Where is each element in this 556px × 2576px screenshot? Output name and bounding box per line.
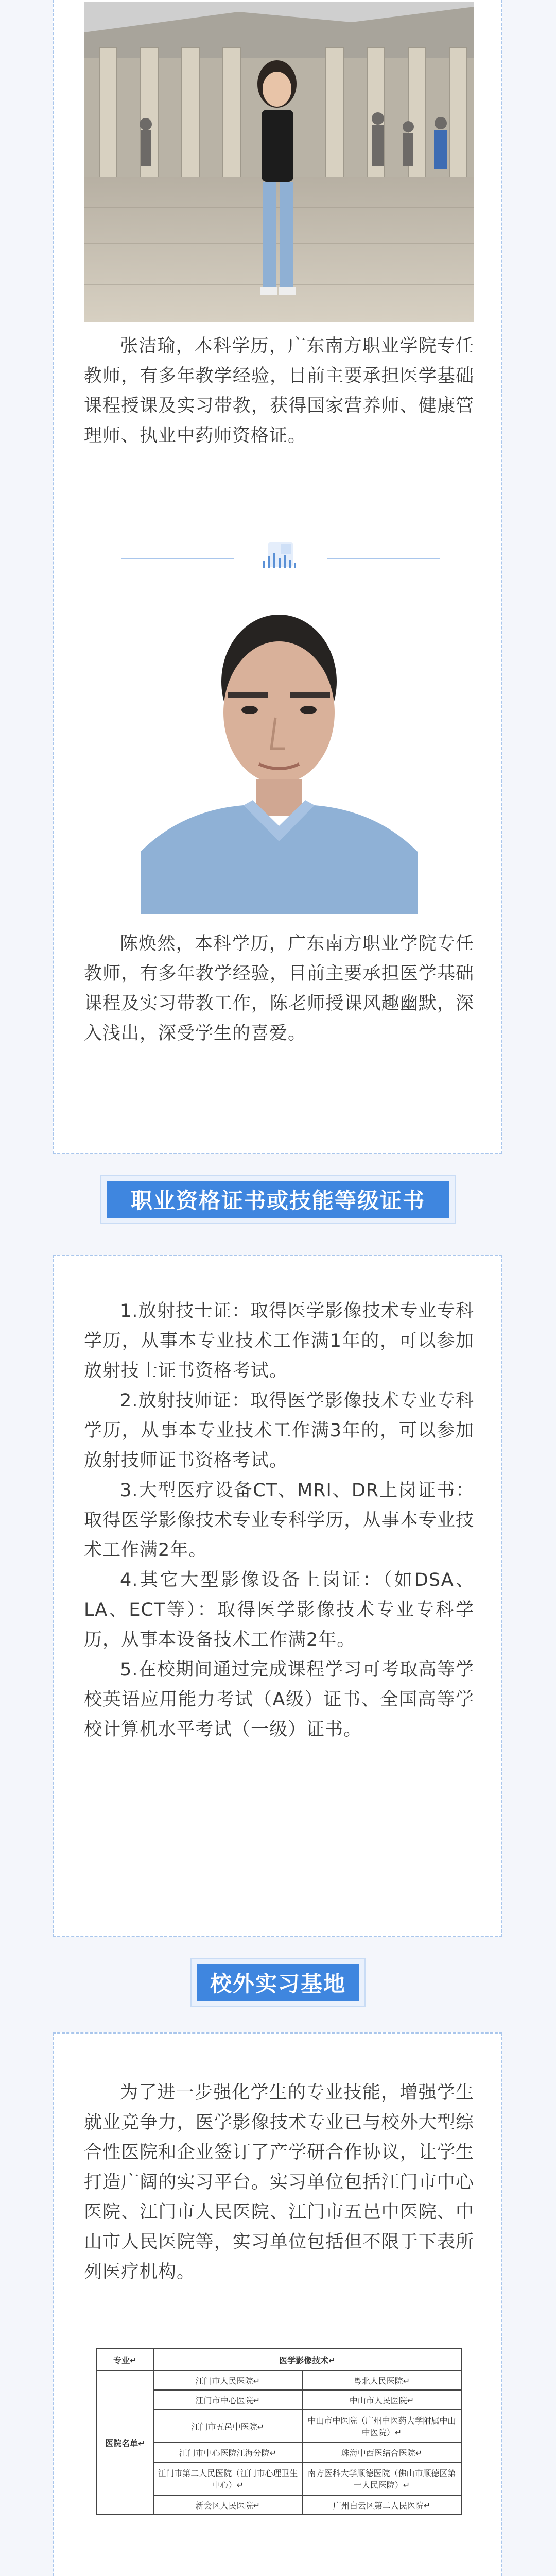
list-item: 4.其它大型影像设备上岗证：（如DSA、LA、ECT等）：取得医学影像技术专业专科学历，从事本设备技术工作满2年。 <box>84 1570 474 1650</box>
internship-description <box>54 2078 504 2287</box>
table-cell: 南方医科大学顺德医院（佛山市顺德区第一人民医院）↵ <box>302 2462 461 2495</box>
section-title-certificates <box>100 1175 456 1224</box>
hospital-table <box>96 2348 462 2515</box>
certificate-list <box>54 1296 504 1744</box>
table-cell: 江门市五邑中医院↵ <box>153 2410 302 2443</box>
teacher-bio-text: 张洁瑜，本科学历，广东南方职业学院专任教师，有多年教学经验，目前主要承担医学基础课程授课及实习带教，获得国家营养师、健康管理师、执业中药师资格证。 <box>84 336 474 446</box>
table-cell: 江门市中心医院↵ <box>153 2390 302 2410</box>
section-title-text: 校外实习基地 <box>197 1964 359 2001</box>
table-header-major: 专业↵ <box>97 2349 153 2370</box>
list-item: 3.大型医疗设备CT、MRI、DR上岗证书：取得医学影像技术专业专科学历，从事本专业技术工作满2年。 <box>84 1480 474 1561</box>
divider-line-left <box>121 558 234 559</box>
table-row <box>97 2370 461 2390</box>
list-item: 2.放射技师证：取得医学影像技术专业专科学历，从事本专业技术工作满3年的，可以参加放射技师证书资格考试。 <box>84 1391 474 1471</box>
teacher-photo-chen <box>141 584 418 914</box>
table-cell: 中山市中医院（广州中医药大学附属中山中医院）↵ <box>302 2410 461 2443</box>
table-cell: 粤北人民医院↵ <box>302 2370 461 2390</box>
section-title-text: 职业资格证书或技能等级证书 <box>107 1181 449 1218</box>
table-cell: 江门市中心医院江海分院↵ <box>153 2443 302 2462</box>
table-cell: 江门市人民医院↵ <box>153 2370 302 2390</box>
internship-text: 为了进一步强化学生的专业技能，增强学生就业竞争力，医学影像技术专业已与校外大型综合性医院和企业签订了产学研合作协议，让学生打造广阔的实习平台。实习单位包括江门市中心医院、江门市人民医院、江门市五邑中医院、中山市人民医院等，实习单位包括但不限于下表所列医疗机构。 <box>84 2082 474 2282</box>
list-item: 1.放射技士证：取得医学影像技术专业专科学历，从事本专业技术工作满1年的，可以参加放射技士证书资格考试。 <box>84 1301 474 1381</box>
table-cell: 广州白云区第二人民医院↵ <box>302 2495 461 2515</box>
table-cell: 新会区人民医院↵ <box>153 2495 302 2515</box>
table-row-label: 医院名单↵ <box>97 2370 153 2515</box>
table-cell: 江门市第二人民医院（江门市心理卫生中心）↵ <box>153 2462 302 2495</box>
bar-chart-icon <box>245 540 317 576</box>
section-divider <box>54 540 504 576</box>
section-title-internship <box>190 1958 366 2007</box>
list-item: 5.在校期间通过完成课程学习可考取高等学校英语应用能力考试（A级）证书、全国高等学校计算机水平考试（一级）证书。 <box>84 1659 474 1740</box>
teacher-photo-zhang <box>84 2 474 322</box>
table-header-program: 医学影像技术↵ <box>153 2349 461 2370</box>
table-cell: 中山市人民医院↵ <box>302 2390 461 2410</box>
teacher-card <box>53 0 502 1154</box>
table-row <box>97 2349 461 2370</box>
certificates-card <box>53 1255 502 1937</box>
divider-line-right <box>327 558 440 559</box>
teacher-bio-zhang <box>54 331 504 451</box>
teacher-bio-chen <box>54 929 504 1048</box>
internship-card <box>53 2032 502 2576</box>
teacher-bio-text: 陈焕然，本科学历，广东南方职业学院专任教师，有多年教学经验，目前主要承担医学基础课程及实习带教工作，陈老师授课风趣幽默，深入浅出，深受学生的喜爱。 <box>84 934 474 1044</box>
table-cell: 珠海中西医结合医院↵ <box>302 2443 461 2462</box>
